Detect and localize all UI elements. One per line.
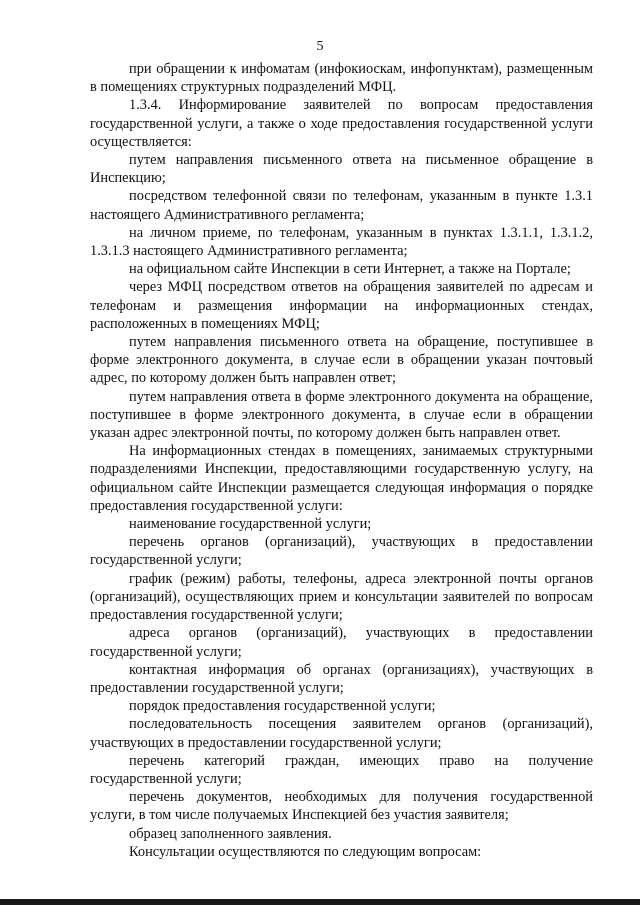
page-number: 5 <box>316 39 324 54</box>
paragraph-kiosks-continuation: при обращении к инфоматам (инфокиоскам, инфопунктам), размещенным в помещениях структурных подразделений МФЦ. <box>90 61 593 96</box>
paragraph-sample-application: образец заполненного заявления. <box>129 825 332 842</box>
paragraph-addresses: адреса органов (организаций), участвующих в предоставлении государственной услуги; <box>90 625 593 660</box>
paragraph-personal-reception: на личном приеме, по телефонам, указанным в пунктах 1.3.1.1, 1.3.1.2, 1.3.1.3 настоящего Административного регламента; <box>90 224 593 260</box>
paragraph-procedure: порядок предоставления государственной услуги; <box>129 698 436 715</box>
scan-bottom-edge <box>0 899 640 905</box>
paragraph-organizations-list: перечень органов (организаций), участвующих в предоставлении государственной услуги; <box>90 534 593 569</box>
paragraph-visit-sequence: последовательность посещения заявителем органов (организаций), участвующих в предоставлении государственной услуги; <box>90 716 593 751</box>
paragraph-mfc: через МФЦ посредством ответов на обращения заявителей по адресам и телефонам и размещения информации на информационных стендах, расположенных в помещениях МФЦ; <box>90 279 593 332</box>
paragraph-electronic-to-postal: путем направления письменного ответа на обращение, поступившее в форме электронного документа, в случае если в обращении указан почтовый адрес, по которому должен быть направлен ответ; <box>90 334 593 387</box>
paragraph-documents-list: перечень документов, необходимых для получения государственной услуги, в том числе получаемых Инспекцией без участия заявителя; <box>90 789 593 824</box>
paragraph-consultations: Консультации осуществляются по следующим вопросам: <box>129 843 482 860</box>
paragraph-schedule: график (режим) работы, телефоны, адреса электронной почты органов (организаций), осуществляющих прием и консультации заявителей по вопросам предоставления государственной услуги; <box>90 570 593 624</box>
paragraph-written-reply: путем направления письменного ответа на письменное обращение в Инспекцию; <box>90 152 593 187</box>
paragraph-1-3-4-heading: 1.3.4. Информирование заявителей по вопросам предоставления государственной услуги, а также о ходе предоставления государственной услуги осуществляется: <box>90 97 593 150</box>
document-body <box>90 60 593 861</box>
paragraph-official-site: на официальном сайте Инспекции в сети Интернет, а также на Портале; <box>129 261 571 278</box>
paragraph-contact-info: контактная информация об органах (организациях), участвующих в предоставлении государственной услуги; <box>90 661 593 696</box>
paragraph-electronic-to-email: путем направления ответа в форме электронного документа на обращение, поступившее в форме электронного документа, в случае если в обращении указан адрес электронной почты, по которому должен быть направлен ответ. <box>90 388 593 442</box>
paragraph-phone: посредством телефонной связи по телефонам, указанным в пункте 1.3.1 настоящего Административного регламента; <box>90 188 593 223</box>
paragraph-service-name: наименование государственной услуги; <box>129 516 372 533</box>
paragraph-citizen-categories: перечень категорий граждан, имеющих право на получение государственной услуги; <box>90 752 593 787</box>
paragraph-info-stands: На информационных стендах в помещениях, занимаемых структурными подразделениями Инспекции, предоставляющими государственную услугу, на официальном сайте Инспекции размещается следующая информация о порядке предоставления государственной услуги: <box>90 443 593 514</box>
